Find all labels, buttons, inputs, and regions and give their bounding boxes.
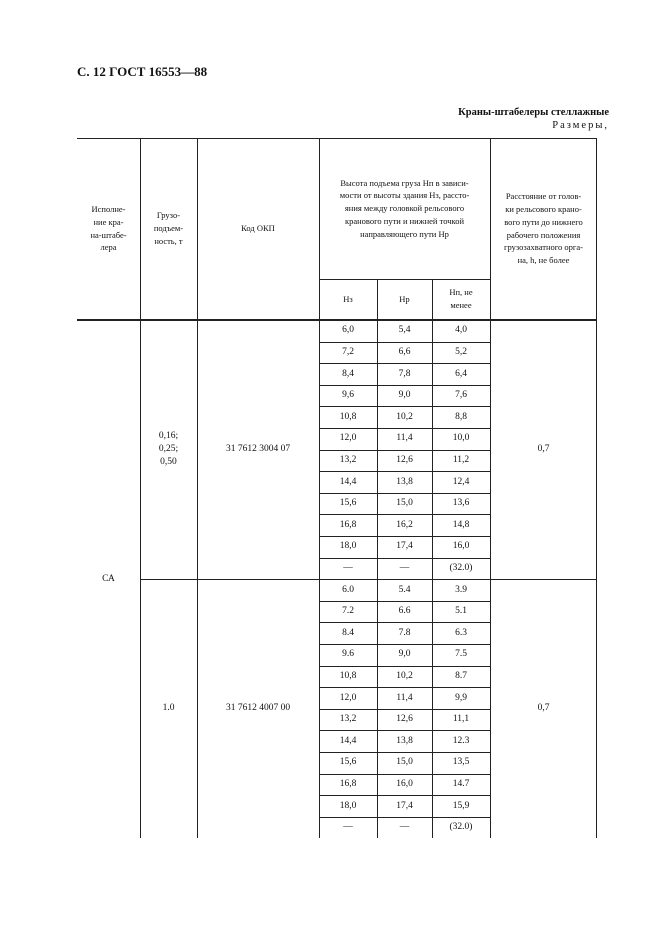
header-hz: Hз: [343, 293, 353, 304]
hp-value: (32.0): [449, 822, 473, 833]
hz-value: 7.2: [342, 606, 354, 617]
hr-value: 7.8: [398, 627, 411, 638]
hr-value: 6,6: [398, 346, 411, 357]
hp-value: 8.7: [455, 670, 467, 681]
execution-value: СА: [102, 573, 115, 584]
hr-value: 16,2: [396, 519, 413, 530]
hz-value: 14,4: [339, 476, 357, 487]
hr-value: 9,0: [398, 649, 411, 660]
hr-value: 10,2: [396, 411, 413, 422]
hp-value: 11,2: [452, 454, 470, 465]
header-capacity: Грузо- подъем- ность, т: [153, 210, 184, 246]
hr-value: 11,4: [396, 433, 413, 444]
table-title: Краны-штабелеры стеллажные: [458, 107, 609, 118]
hz-value: —: [343, 822, 353, 833]
capacity-value: 1.0: [162, 703, 175, 714]
hr-value: —: [399, 822, 410, 833]
hp-value: 12,4: [452, 476, 470, 487]
hp-value: 12.3: [452, 735, 470, 746]
hz-value: 15,6: [339, 498, 357, 509]
hp-value: 14,8: [452, 519, 470, 530]
header-distance: Расстояние от голов- ки рельсового крано- вого пути до нижнего рабочего положения грузозахватного орга- на, h, не более: [503, 191, 584, 265]
hr-value: 17,4: [396, 800, 413, 811]
hp-value: 7,6: [455, 390, 467, 401]
hr-value: 15,0: [396, 757, 413, 768]
hz-value: 7,2: [342, 346, 354, 357]
header-lift-group: Высота подъема груза Hп в зависи- мости от высоты здания Hз, рассто- яния между головкой рельсового кранового пути и нижней точкой направляющего пути Hр: [339, 177, 470, 239]
header-okp: Код ОКП: [241, 223, 275, 234]
hr-value: 5.4: [398, 584, 411, 595]
hp-value: 16,0: [452, 541, 470, 552]
hz-value: 8,4: [342, 368, 354, 379]
hr-value: 13,8: [396, 476, 413, 487]
hz-value: 16,8: [339, 778, 357, 789]
header-hr: Hр: [399, 293, 410, 304]
hr-value: 13,8: [396, 735, 413, 746]
hp-value: 5.1: [455, 606, 467, 617]
hr-value: 11,4: [396, 692, 413, 703]
hr-value: 9,0: [398, 390, 411, 401]
hz-value: 14,4: [339, 735, 357, 746]
hp-value: 6,4: [455, 368, 467, 379]
hr-value: 16,0: [396, 778, 413, 789]
hz-value: 18,0: [339, 800, 357, 811]
hp-value: 13,6: [452, 498, 470, 509]
hz-value: 10,8: [339, 411, 357, 422]
hr-value: 12,6: [396, 714, 413, 725]
hp-value: (32.0): [449, 562, 473, 573]
hp-value: 9,9: [455, 692, 467, 703]
hp-value: 7.5: [455, 649, 467, 660]
hp-value: 4,0: [455, 325, 467, 336]
hz-value: 10,8: [339, 670, 357, 681]
hr-value: 7,8: [398, 368, 411, 379]
okp-code: 31 7612 4007 00: [225, 703, 291, 714]
hp-value: 3.9: [455, 584, 467, 595]
hz-value: 12,0: [339, 692, 357, 703]
hz-value: 13,2: [339, 454, 357, 465]
capacity-value: 0,16; 0,25; 0,50: [158, 431, 179, 467]
hz-value: 13,2: [339, 714, 357, 725]
distance-value: 0,7: [537, 444, 550, 455]
okp-code: 31 7612 3004 07: [225, 444, 291, 455]
hp-value: 8,8: [455, 411, 467, 422]
hz-value: 6.0: [342, 584, 354, 595]
hp-value: 6.3: [455, 627, 467, 638]
hr-value: 17,4: [396, 541, 413, 552]
hz-value: 9,6: [342, 390, 354, 401]
hz-value: 8.4: [342, 627, 354, 638]
distance-value: 0,7: [537, 703, 550, 714]
hz-value: 18,0: [339, 541, 357, 552]
hr-value: 10,2: [396, 670, 413, 681]
hz-value: 6,0: [342, 325, 354, 336]
page-header: С. 12 ГОСТ 16553—88: [77, 64, 208, 79]
header-hp: Hп, не менее: [449, 287, 473, 310]
hr-value: —: [399, 562, 410, 573]
hz-value: 16,8: [339, 519, 357, 530]
hr-value: 15,0: [396, 498, 413, 509]
hz-value: —: [343, 562, 353, 573]
hz-value: 12,0: [339, 433, 357, 444]
hp-value: 15,9: [452, 800, 470, 811]
hp-value: 14.7: [452, 778, 470, 789]
hr-value: 5,4: [398, 325, 411, 336]
header-execution: Исполне- ние кра- на-штабе- лера: [90, 204, 127, 253]
units-label: Размеры,: [552, 120, 609, 131]
hr-value: 6.6: [398, 606, 411, 617]
hp-value: 5,2: [455, 346, 467, 357]
hz-value: 15,6: [339, 757, 357, 768]
hz-value: 9.6: [342, 649, 354, 660]
hp-value: 10,0: [452, 433, 470, 444]
hp-value: 11,1: [452, 714, 470, 725]
hr-value: 12,6: [396, 454, 413, 465]
hp-value: 13,5: [452, 757, 470, 768]
